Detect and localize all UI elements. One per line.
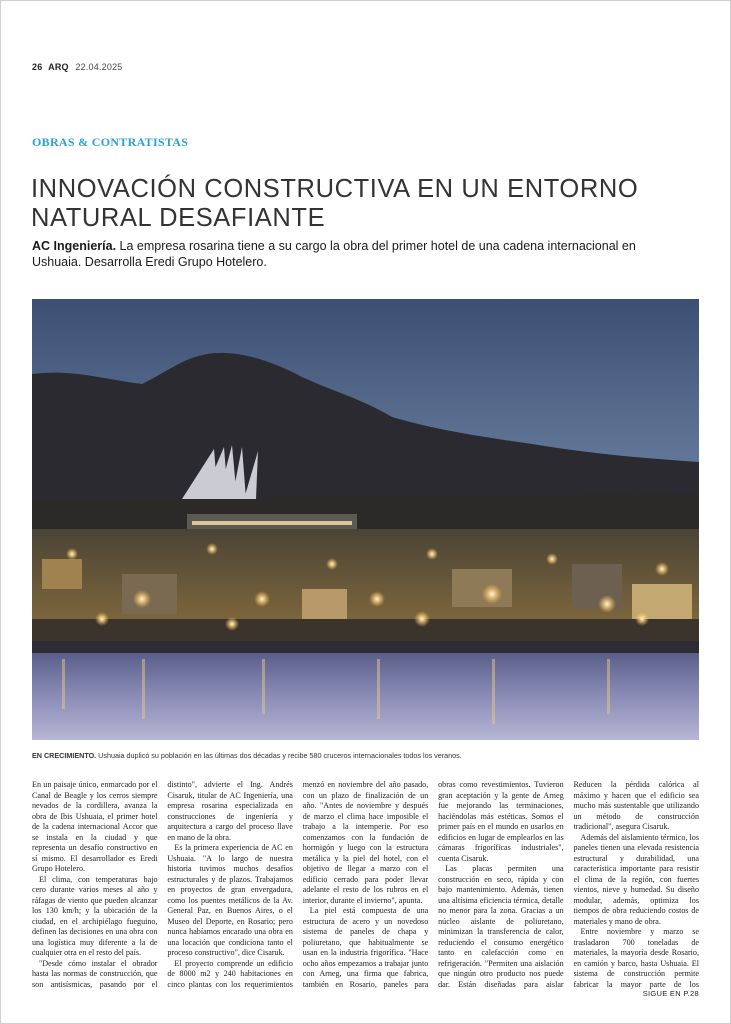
paragraph: El clima, con temperaturas bajo cero durante varios meses al año y ráfagas de viento que pueden alcanzar los 130 km/h; y la ubicación de la ciudad, en el archipiélago fueguino, definen las decisiones en una obra con una logística muy diferente a la de cualquier otra en el resto del país. <box>32 874 158 957</box>
article-column-1 <box>32 780 158 990</box>
section-tag: ARQ <box>48 62 69 72</box>
paragraph: Reducen la pérdida calórica al máximo y hacen que el edificio sea mucho más sustentable que utilizando un método de construcción tradicional", asegura Cisaruk. <box>573 780 699 831</box>
article-body <box>32 780 699 990</box>
paragraph: Es la primera experiencia de AC en Ushuaia. "A lo largo de nuestra historia tuvimos muchos desafíos estructurales y de plazos. Trabajamos en proyectos de gran envergadura, como los puentes metálicos de la Av. General Paz, en Buenos Aires, o el Museo del Deporte, en Rosario; pero nunca habíamos encarado una obra en una locación que condiciona tanto el proceso constructivo", dice Cisaruk. <box>167 843 293 957</box>
deck <box>32 238 672 270</box>
article-column-4 <box>438 780 564 990</box>
headline: INNOVACIÓN CONSTRUCTIVA EN UN ENTORNO NATURAL DESAFIANTE <box>31 175 639 232</box>
continued-on-page: SIGUE EN P.28 <box>642 989 699 998</box>
caption-text: Ushuaia duplicó su población en las últimas dos décadas y recibe 580 cruceros internacionales todos los veranos. <box>96 751 462 760</box>
main-photo <box>32 299 699 740</box>
page-number: 26 <box>32 62 43 72</box>
issue-date: 22.04.2025 <box>75 62 123 72</box>
paragraph: En un paisaje único, enmarcado por el Canal de Beagle y los cerros siempre nevados de la cordillera, avanza la obra de Ibis Ushuaia, el primer hotel de la cadena internacional Accor que se instala en la ciudad y que representa un desafío constructivo en sí mismo. El desarrollador es Eredi Grupo Hotelero. <box>32 780 158 873</box>
paragraph: Además del aislamiento térmico, los paneles tienen una elevada resistencia estructural y durabilidad, una característica importante para resistir el clima de la región, con fuertes vientos, nieve y humedad. Su diseño modular, además, optimiza los tiempos de obra reduciendo costos de materiales y mano de obra. <box>573 832 699 926</box>
article-column-3 <box>303 780 429 990</box>
folio <box>32 62 122 72</box>
paragraph: obras como revestimientos. Tuvieron gran aceptación y la gente de Arneg fue mejorando las terminaciones, haciéndolas más estéticas. Somos el primer país en el mundo en usarlos en edificios en lugar de emplearlos en las cámaras frigoríficas industriales", cuenta Cisaruk. <box>438 780 564 863</box>
paragraph: La piel está compuesta de una estructura de acero y un novedoso sistema de paneles de chapa y poliuretano, que habitualmente se usan en la industria frigorífica. "Hace ocho años empezamos a trabajar junto con Arneg, una firma que fabrica, también en Rosario, paneles para <box>302 906 429 989</box>
photo-caption <box>32 751 699 760</box>
paragraph: menzó en noviembre del año pasado, con un plazo de finalización de un año. "Antes de noviembre y después de marzo el clima hace imposible el trabajo a la intemperie. Por eso comenzamos con la fundación de hormigón y luego con la estructura metálica y la piel del hotel, con el objetivo de llegar a marzo con el edificio cerrado para poder llevar adelante el resto de los rubros en el interior, durante el invierno", apunta. <box>302 780 429 905</box>
article-column-5 <box>574 780 700 990</box>
paragraph: Entre noviembre y marzo se trasladaron 700 toneladas de materiales, la mayoría desde Rosario, en camión y barco, hasta Ushuaia. El sistema de construcción permite fabricar la mayor parte de los <box>573 927 699 989</box>
paragraph: "Desde cómo instalar el obrador hasta las normas de construcción, que son antisísmicas, pasando por el <box>32 958 158 989</box>
paragraph: distinto", advierte el Ing. Andrés Cisaruk, titular de AC Ingeniería, una empresa rosarina especializada en construcciones de ingeniería y arquitectura a cargo del proceso llave en mano de la obra. <box>167 780 293 842</box>
deck-lead: AC Ingeniería. <box>32 239 117 253</box>
deck-text: La empresa rosarina tiene a su cargo la obra del primer hotel de una cadena internacional en Ushuaia. Desarrolla Eredi Grupo Hotelero. <box>32 239 636 269</box>
article-column-2 <box>167 780 293 990</box>
caption-lead: EN CRECIMIENTO. <box>32 751 97 760</box>
paragraph: Las placas permiten una construcción en seco, rápida y con bajo mantenimiento. Además, tienen una altísima eficiencia térmica, detalle no menor para la zona. Gracias a un núcleo aislante de poliuretano, minimizan la transferencia de calor, reduciendo el consumo energético tanto en calefacción como en refrigeración. "Permiten una aislación que ningún otro producto nos puede dar. Están diseñadas para aislar <box>438 864 564 989</box>
paragraph: El proyecto comprende un edificio de 8000 m2 y 240 habitaciones en cinco plantas con los requerimientos <box>167 958 293 989</box>
section-label: OBRAS & CONTRATISTAS <box>32 135 189 149</box>
